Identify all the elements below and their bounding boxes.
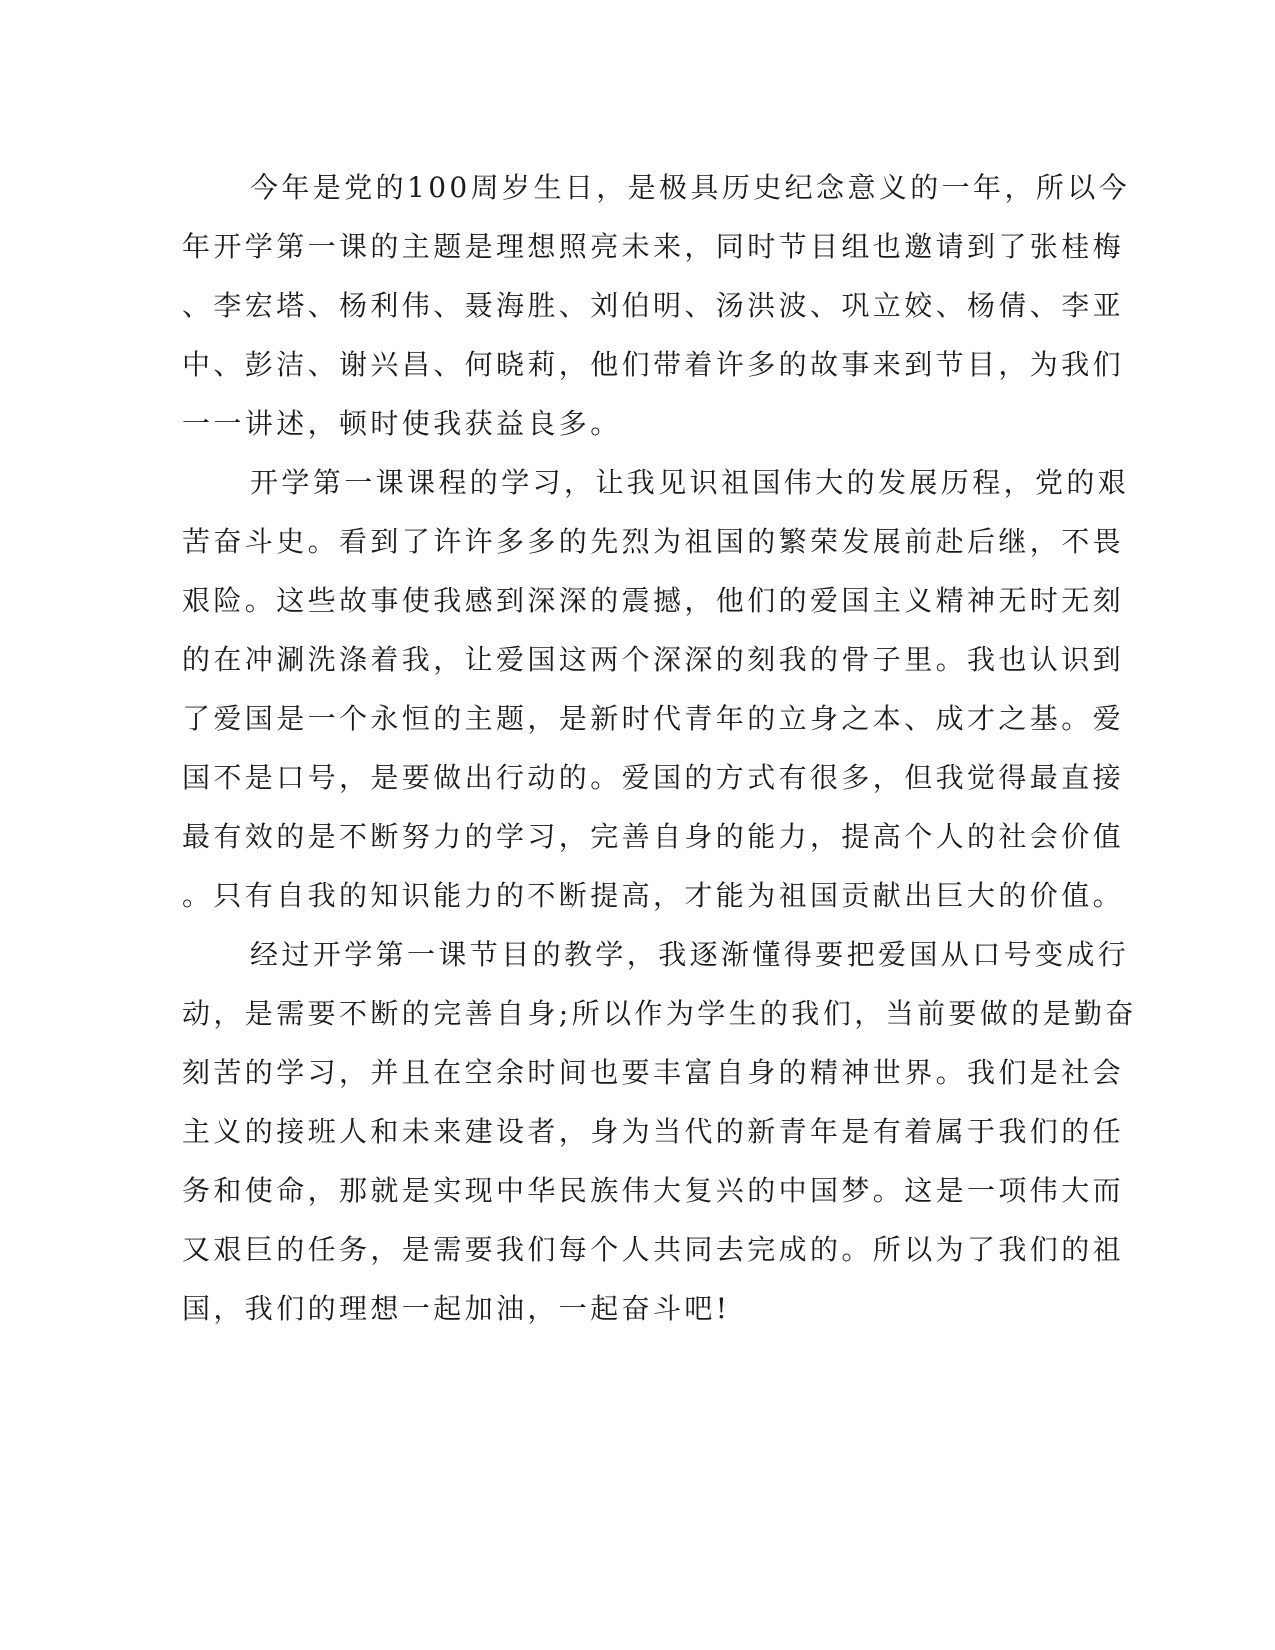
text-line: 。只有自我的知识能力的不断提高，才能为祖国贡献出巨大的价值。 [182,879,1125,912]
text-line: 经过开学第一课节目的教学，我逐渐懂得要把爱国从口号变成行 [250,938,1130,971]
text-line: 的在冲涮洗涤着我，让爱国这两个深深的刻我的骨子里。我也认识到 [182,643,1125,676]
text-line: 一一讲述，顿时使我获益良多。 [182,407,622,440]
paragraph-3 [182,925,1137,1338]
text-line: 主义的接班人和未来建设者，身为当代的新青年是有着属于我们的任 [182,1115,1125,1148]
text-line: 最有效的是不断努力的学习，完善自身的能力，提高个人的社会价值 [182,820,1125,853]
text-line: 国，我们的理想一起加油，一起奋斗吧! [182,1292,731,1325]
text-line: 了爱国是一个永恒的主题，是新时代青年的立身之本、成才之基。爱 [182,702,1125,735]
paragraph-1 [182,158,1131,453]
text-line: 年开学第一课的主题是理想照亮未来，同时节目组也邀请到了张桂梅 [182,230,1125,263]
text-line: 刻苦的学习，并且在空余时间也要丰富自身的精神世界。我们是社会 [182,1056,1125,1089]
text-line: 国不是口号，是要做出行动的。爱国的方式有很多，但我觉得最直接 [182,761,1125,794]
text-line: 开学第一课课程的学习，让我见识祖国伟大的发展历程，党的艰 [250,466,1130,499]
text-line: 又艰巨的任务，是需要我们每个人共同去完成的。所以为了我们的祖 [182,1233,1125,1266]
text-line: 中、彭洁、谢兴昌、何晓莉，他们带着许多的故事来到节目，为我们 [182,348,1125,381]
text-line: 今年是党的100周岁生日，是极具历史纪念意义的一年，所以今 [250,171,1131,204]
text-line: 、李宏塔、杨利伟、聂海胜、刘伯明、汤洪波、巩立姣、杨倩、李亚 [182,289,1125,322]
document-body [182,158,1137,1338]
text-line: 艰险。这些故事使我感到深深的震撼，他们的爱国主义精神无时无刻 [182,584,1125,617]
paragraph-2 [182,453,1130,925]
text-line: 苦奋斗史。看到了许许多多的先烈为祖国的繁荣发展前赴后继，不畏 [182,525,1125,558]
text-line: 务和使命，那就是实现中华民族伟大复兴的中国梦。这是一项伟大而 [182,1174,1125,1207]
text-line: 动，是需要不断的完善自身;所以作为学生的我们，当前要做的是勤奋 [182,997,1137,1030]
